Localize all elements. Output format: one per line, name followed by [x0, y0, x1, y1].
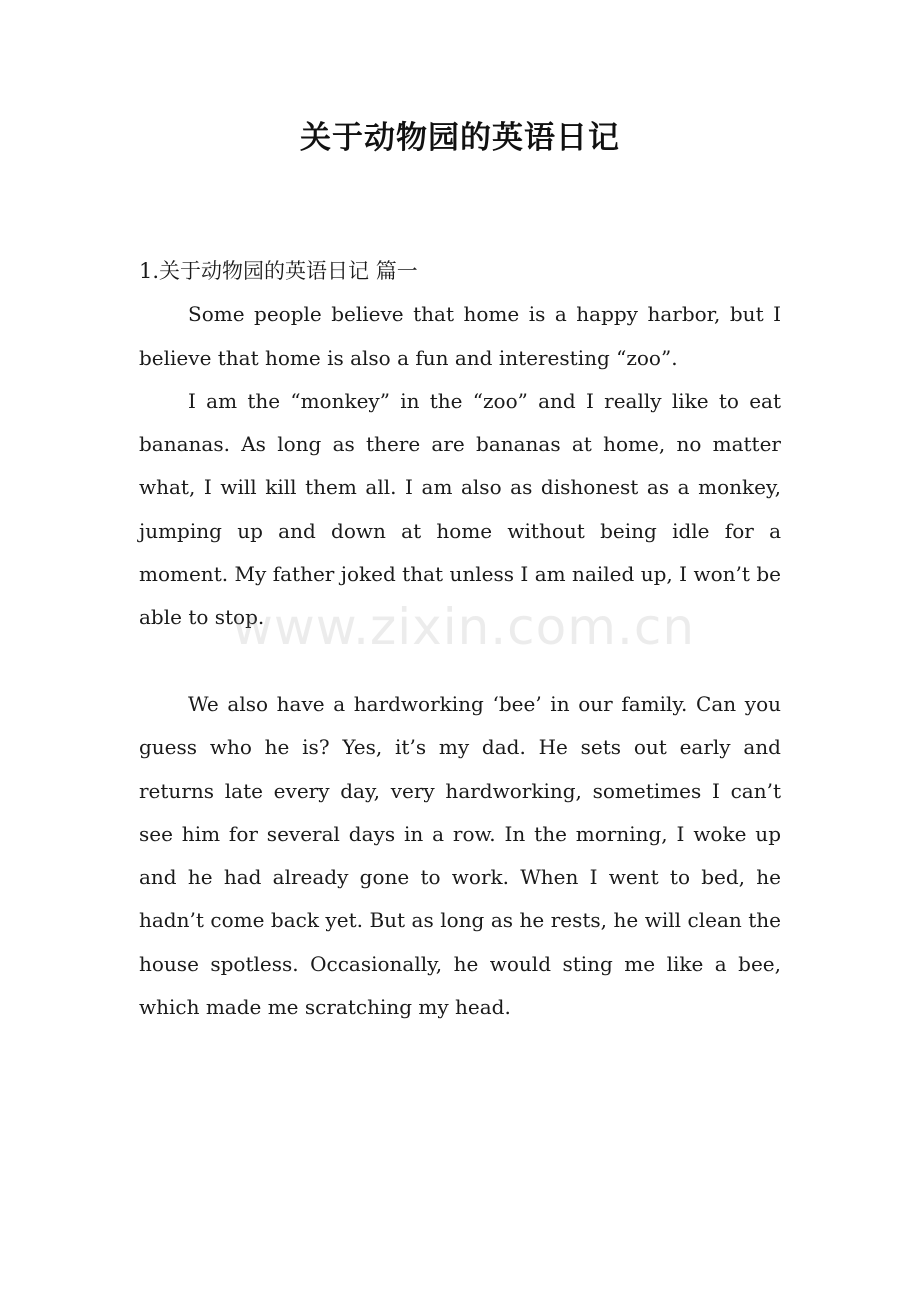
document-body [139, 250, 781, 1029]
document-title: 关于动物园的英语日记 [300, 120, 620, 156]
paragraph-bee: We also have a hardworking ‘bee’ in our family. Can you guess who he is? Yes, it’s my dad. He sets out early and returns late every day, very hardworking, sometimes I can’t see him for several days in a row. In the morning, I woke up and he had already gone to work. When I went to bed, he hadn’t come back yet. But as long as he rests, he will clean the house spotless. Occasionally, he would sting me like a bee, which made me scratching my head. [139, 691, 781, 1020]
watermark: www.zixin.com.cn [232, 598, 696, 656]
paragraph-home-zoo: Some people believe that home is a happy harbor, but I believe that home is also a fun and interesting “zoo”. [139, 302, 781, 370]
paragraph-spacer [139, 640, 781, 683]
section-heading: 1.关于动物园的英语日记 篇一 [139, 259, 418, 283]
paragraph-monkey: I am the “monkey” in the “zoo” and I really like to eat bananas. As long as there are bananas at home, no matter what, I will kill them all. I am also as dishonest as a monkey, jumping up and down at home without being idle for a moment. My father joked that unless I am nailed up, I won’t be able to stop. [139, 388, 781, 630]
